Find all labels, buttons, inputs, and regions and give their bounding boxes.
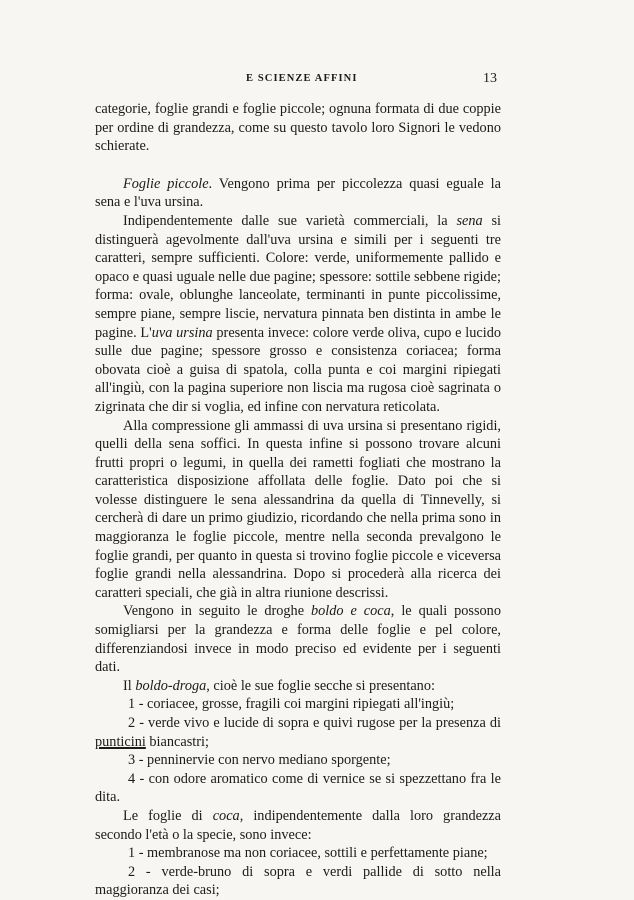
paragraph-1: categorie, foglie grandi e foglie piccole; ognuna formata di due coppie per ordine di grandezza, come su questo tavolo loro Signori le vedono schierate. <box>95 101 501 155</box>
paragraph-3 <box>95 212 501 417</box>
paragraph-5 <box>95 602 501 676</box>
term-uva-ursina: uva ursina <box>151 324 213 341</box>
term-sena: sena <box>456 212 483 229</box>
paragraph-7-text-b: , indipendentemente dalla loro grandezza secondo l'età o la specie, sono invece: <box>95 807 501 843</box>
term-boldo-coca: boldo e coca <box>311 603 391 620</box>
coca-item-1: 1 - membranose ma non coriacee, sottili e perfettamente piane; <box>128 845 488 862</box>
paragraph-7-text-a: Le foglie di <box>123 807 213 824</box>
underlined-word: punticini <box>95 733 146 750</box>
term-coca: coca <box>212 807 240 824</box>
paragraph-7 <box>95 807 501 844</box>
paragraph-3-text-b: si distinguerà agevolmente dall'uva ursina e simili per i seguenti tre caratteri, sempre sufficienti. Colore: verde, uniformemente pallido e opaco e quasi uguale nelle due pagine; spessore: sottile sebbene rigide; forma: ovale, oblunghe lanceolate, terminanti in punte piccolissime, sempre piane, sempre liscie, nervatura pinnata ben distinta in ambe le pagine. L' <box>95 212 501 341</box>
boldo-item-1: 1 - coriacee, grosse, fragili coi margini ripiegati all'ingiù; <box>128 696 455 713</box>
paragraph-2-text: . Vengono prima per piccolezza quasi eguale la sena e l'uva ursina. <box>95 175 501 211</box>
paragraph-2 <box>95 175 501 212</box>
paragraph-6-text-a: Il <box>123 677 136 694</box>
running-title: E SCIENZE AFFINI <box>246 73 358 84</box>
paragraph-3-text-a: Indipendentemente dalle sue varietà commerciali, la <box>123 212 457 229</box>
paragraph-3-text-c: presenta invece: colore verde oliva, cupo e lucido sulle due pagine; spessore grosso e consistenza coriacea; forma obovata cioè a guisa di spatola, colla punta e coi margini ripiegati all'ingiù, con la pagina superiore non liscia ma rugosa cioè sagrinata o zigrinata che dir si voglia, ed infine con nervatura reticolata. <box>95 324 501 415</box>
section-heading: Foglie piccole <box>123 175 209 192</box>
paragraph-5-text-b: , le quali possono somigliarsi per la grandezza e forma delle foglie e pel colore, differenziandosi invece in modo preciso ed evidente per i seguenti dati. <box>95 603 501 676</box>
body-text <box>95 100 501 900</box>
paragraph-6 <box>95 677 501 696</box>
page-number: 13 <box>483 71 497 86</box>
coca-item-2: 2 - verde-bruno di sopra e verdi pallide di sotto nella maggioranza dei casi; <box>95 863 501 899</box>
page-header <box>0 73 634 91</box>
paragraph-6-text-b: , cioè le sue foglie secche si presentano: <box>206 677 435 694</box>
boldo-item-2 <box>95 714 501 751</box>
paragraph-5-text-a: Vengono in seguito le droghe <box>123 603 311 620</box>
paragraph-4: Alla compressione gli ammassi di uva ursina si presentano rigidi, quelli della sena soffici. In questa infine si possono trovare alcuni frutti propri o legumi, in quella dei rametti fogliati che mostrano la caratteristica disposizione affollata delle foglie. Dato poi che si volesse distinguere le sena alessandrina da quella di Tinnevelly, si cercherà di dare un primo giudizio, ricordando che nella prima sono in maggioranza le foglie piccole, mentre nella seconda prevalgono le foglie grandi, per quanto in questa si trovino foglie piccole e viceversa foglie grandi nella alessandrina. Dopo si procederà alla ricerca dei caratteri speciali, che già in altra riunione descrissi. <box>95 417 501 601</box>
boldo-item-2-text-b: biancastri; <box>145 733 209 750</box>
boldo-item-4: 4 - con odore aromatico come di vernice se si spezzettano fra le dita. <box>95 770 501 806</box>
term-boldo-droga: boldo-droga <box>135 677 207 694</box>
boldo-item-2-text-a: 2 - verde vivo e lucide di sopra e quivi rugose per la presenza di <box>128 715 501 731</box>
boldo-item-3: 3 - penninervie con nervo mediano sporgente; <box>128 752 391 769</box>
